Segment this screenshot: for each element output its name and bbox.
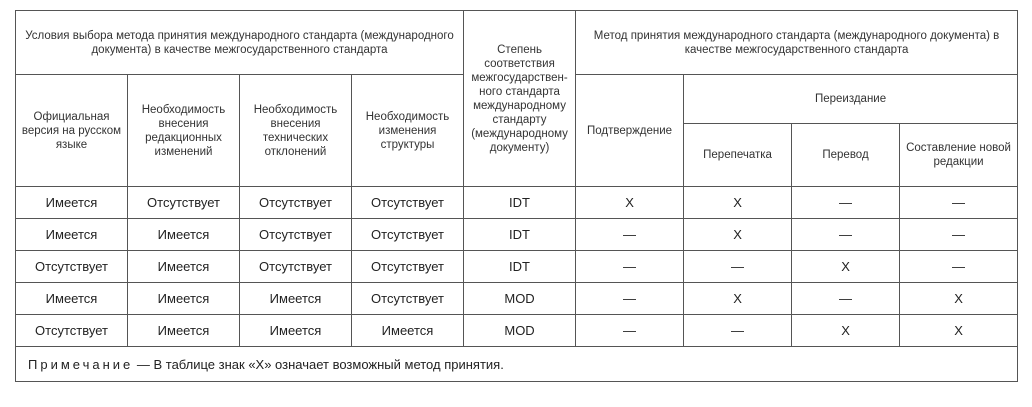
official-cell: Отсутствует — [16, 315, 128, 347]
structure-cell: Имеется — [352, 315, 464, 347]
confirmation-header: Подтверждение — [576, 75, 684, 187]
translation-cell: — — [792, 283, 900, 315]
technical-cell: Отсутствует — [240, 219, 352, 251]
table-row — [16, 219, 1018, 251]
editorial-cell: Имеется — [128, 251, 240, 283]
confirmation-cell: — — [576, 315, 684, 347]
conditions-group-header: Условия выбора метода принятия международного стандарта (международного документа) в качестве межгосударственного стандарта — [16, 11, 464, 75]
reprint-header: Перепечатка — [684, 124, 792, 187]
structure-cell: Отсутствует — [352, 219, 464, 251]
degree-cell: IDT — [464, 251, 576, 283]
confirmation-cell: — — [576, 219, 684, 251]
reprint-cell: X — [684, 187, 792, 219]
technical-cell: Отсутствует — [240, 187, 352, 219]
table-row — [16, 251, 1018, 283]
degree-header: Степень соответствия межгосударственного стандарта международному стандарту (международному документу) — [464, 11, 576, 187]
confirmation-cell: — — [576, 251, 684, 283]
official-version-header: Официальная версия на русском языке — [16, 75, 128, 187]
translation-cell: — — [792, 219, 900, 251]
official-cell: Имеется — [16, 283, 128, 315]
table-row — [16, 187, 1018, 219]
degree-cell: MOD — [464, 315, 576, 347]
structure-change-header: Необходимость изменения структуры — [352, 75, 464, 187]
degree-cell: IDT — [464, 219, 576, 251]
official-cell: Отсутствует — [16, 251, 128, 283]
structure-cell: Отсутствует — [352, 187, 464, 219]
reprint-cell: X — [684, 283, 792, 315]
table-row — [16, 283, 1018, 315]
adoption-methods-table — [15, 10, 1018, 382]
editorial-cell: Имеется — [128, 315, 240, 347]
technical-deviations-header: Необходимость внесения технических отклонений — [240, 75, 352, 187]
official-cell: Имеется — [16, 187, 128, 219]
table-note — [16, 347, 1018, 382]
translation-cell: X — [792, 315, 900, 347]
technical-cell: Имеется — [240, 283, 352, 315]
note-row — [16, 347, 1018, 382]
note-label: Примечание — [28, 356, 134, 372]
degree-cell: MOD — [464, 283, 576, 315]
translation-cell: X — [792, 251, 900, 283]
reprint-cell: — — [684, 251, 792, 283]
method-group-header: Метод принятия международного стандарта (международного документа) в качестве межгосударственного стандарта — [576, 11, 1018, 75]
new-edition-cell: — — [900, 219, 1018, 251]
reprint-cell: X — [684, 219, 792, 251]
table-row — [16, 315, 1018, 347]
degree-cell: IDT — [464, 187, 576, 219]
document-page — [15, 10, 1017, 382]
new-edition-cell: — — [900, 187, 1018, 219]
new-edition-cell: X — [900, 315, 1018, 347]
technical-cell: Отсутствует — [240, 251, 352, 283]
technical-cell: Имеется — [240, 315, 352, 347]
structure-cell: Отсутствует — [352, 283, 464, 315]
translation-header: Перевод — [792, 124, 900, 187]
reprint-cell: — — [684, 315, 792, 347]
translation-cell: — — [792, 187, 900, 219]
new-edition-cell: X — [900, 283, 1018, 315]
new-edition-cell: — — [900, 251, 1018, 283]
editorial-cell: Имеется — [128, 283, 240, 315]
new-edition-header: Составление новой редакции — [900, 124, 1018, 187]
confirmation-cell: X — [576, 187, 684, 219]
structure-cell: Отсутствует — [352, 251, 464, 283]
official-cell: Имеется — [16, 219, 128, 251]
editorial-cell: Имеется — [128, 219, 240, 251]
reissue-group-header: Переиздание — [684, 75, 1018, 124]
note-text: — В таблице знак «X» означает возможный метод принятия. — [133, 356, 504, 372]
confirmation-cell: — — [576, 283, 684, 315]
editorial-changes-header: Необходимость внесения редакционных изменений — [128, 75, 240, 187]
editorial-cell: Отсутствует — [128, 187, 240, 219]
